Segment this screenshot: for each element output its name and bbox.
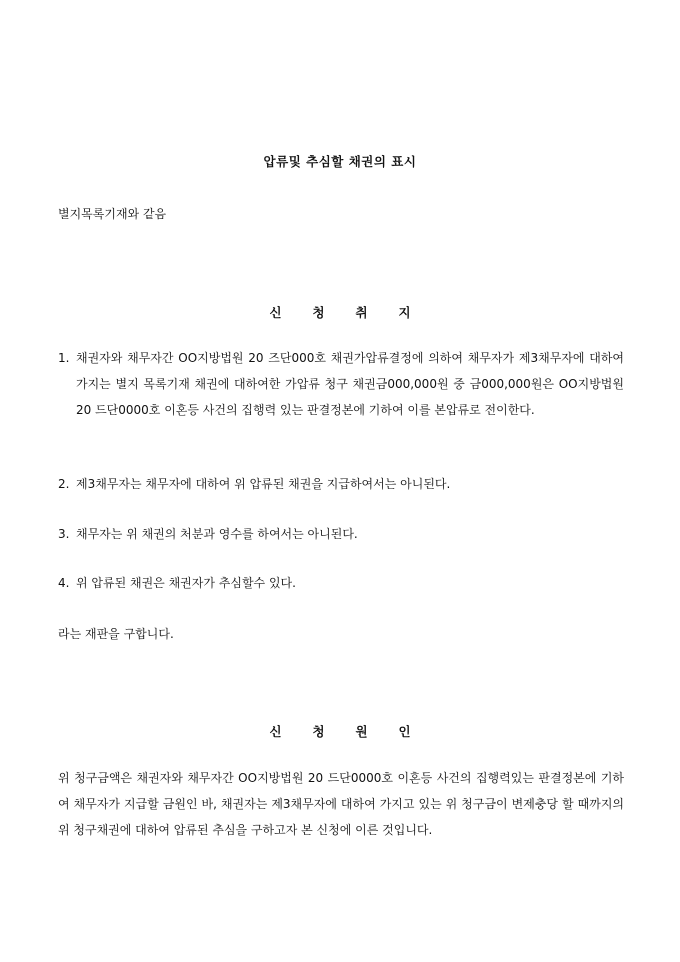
purpose-heading-char: 신 xyxy=(269,305,282,320)
purpose-item-3 xyxy=(58,521,624,547)
item-text: 위 압류된 채권은 채권자가 추심할수 있다. xyxy=(76,576,296,590)
item-number: 2. xyxy=(58,477,70,491)
purpose-item-2 xyxy=(58,471,624,497)
item-number: 4. xyxy=(58,576,70,590)
purpose-heading xyxy=(0,303,680,321)
cause-heading-char: 청 xyxy=(312,724,325,739)
purpose-item-4 xyxy=(58,570,624,596)
attachment-note: 별지목록기재와 같음 xyxy=(58,207,167,221)
item-number: 3. xyxy=(58,527,70,541)
item-text: 제3채무자는 채무자에 대하여 위 압류된 채권을 지급하여서는 아니된다. xyxy=(76,477,451,491)
purpose-closing: 라는 재판을 구합니다. xyxy=(58,627,174,641)
item-text: 채권자와 채무자간 OO지방법원 20 즈단000호 채권가압류결정에 의하여 채무자가 제3채무자에 대하여 가지는 별지 목록기재 채권에 대하여한 가압류 청구 채권금000,000원 중 금000,000원은 OO지방법원 20 드단0000호 이혼등 사건의 집행력 있는 판결정본에 기하여 이를 본압류로 전이한다. xyxy=(76,351,624,417)
cause-heading xyxy=(0,722,680,740)
cause-paragraph: 위 청구금액은 채권자와 채무자간 OO지방법원 20 드단0000호 이혼등 사건의 집행력있는 판결정본에 기하여 채무자가 지급할 금원인 바, 채권자는 제3채무자에 대하여 가지고 있는 위 청구금이 변제충당 할 때까지의 위 청구채권에 대하여 압류된 추심을 구하고자 본 신청에 이른 것입니다. xyxy=(58,771,624,837)
item-text: 채무자는 위 채권의 처분과 영수를 하여서는 아니된다. xyxy=(76,527,358,541)
cause-heading-char: 원 xyxy=(355,724,368,739)
purpose-item-1 xyxy=(58,345,624,423)
document-title: 압류및 추심할 채권의 표시 xyxy=(263,154,417,169)
cause-heading-char: 인 xyxy=(398,724,411,739)
purpose-heading-char: 취 xyxy=(355,305,368,320)
purpose-heading-char: 지 xyxy=(398,305,411,320)
cause-heading-char: 신 xyxy=(269,724,282,739)
item-number: 1. xyxy=(58,351,70,365)
purpose-heading-char: 청 xyxy=(312,305,325,320)
